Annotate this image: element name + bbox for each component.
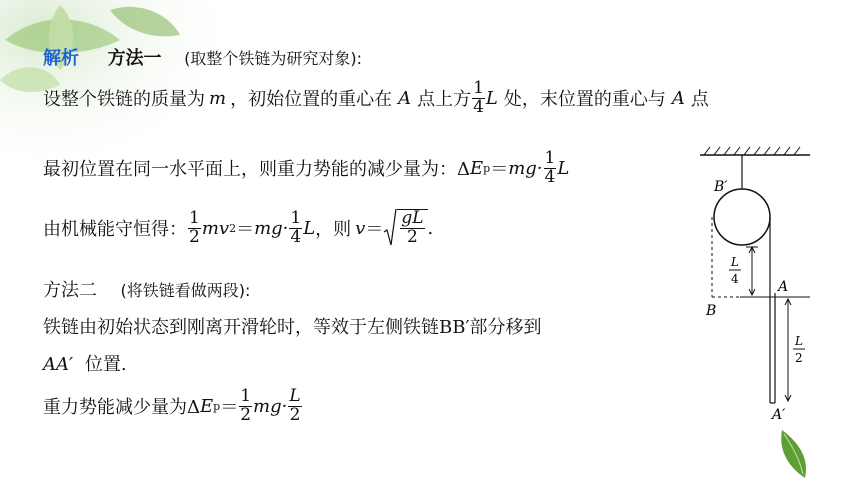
method2-note: (将铁链看做两段): [120,281,251,300]
subscript-p: p [483,161,491,175]
frac-num: L [289,386,301,406]
text-segment: 位置. [84,354,127,375]
frac-den: 4 [290,226,302,247]
var-A: A [671,87,685,109]
label-L4-num: L [731,255,739,269]
method1-line2 [43,150,569,187]
equals-sign: ＝ [236,219,255,240]
frac-den: 2 [289,404,301,425]
var-L: L [557,157,570,179]
frac-den: 2 [407,227,418,247]
radicand [397,209,427,247]
var-AA: AA′ [43,354,74,375]
text-segment: 点 [690,89,709,111]
frac-num: gL [401,208,424,229]
var-L: L [303,217,316,239]
frac-den: 4 [544,166,556,187]
method1-line1 [43,80,709,117]
label-B: B [706,303,717,319]
method2-line3 [43,388,303,425]
section-label: 解析 [43,48,79,69]
method2-line2 [43,350,127,376]
dimension-L-half [785,299,791,401]
fraction-L-over-2 [288,388,301,425]
fraction-one-quarter [289,207,302,247]
fraction-one-quarter [544,150,557,187]
var-mg: mg· [508,157,543,179]
var-mg: mg· [254,217,289,239]
pulley-diagram [700,145,830,445]
fraction-one-half [188,207,201,247]
var-mg: mg· [253,395,288,417]
text-segment: 重力势能减少量为Δ [43,397,200,419]
equals-sign: ＝ [220,397,239,419]
equals-sign: ＝ [490,159,509,181]
fraction-one-half [239,388,252,425]
var-m: m [209,87,227,109]
frac-num: 1 [189,207,200,228]
frac-num: 1 [473,78,484,98]
var-L: L [485,87,498,109]
square-root [383,208,427,248]
method1-title: 方法一 [107,48,162,69]
subscript-p: p [213,399,221,413]
text-segment: 由机械能守恒得： [43,219,187,240]
pulley-icon [714,189,770,245]
method1-heading [43,44,362,70]
frac-den: 2 [240,404,252,425]
text-segment: ，则 [315,219,352,240]
method2-line1: 铁链由初始状态到刚离开滑轮时，等效于左侧铁链BB′部分移到 [43,317,542,338]
var-E: E [470,157,484,179]
frac-num: 1 [240,386,252,406]
superscript-2: 2 [229,221,237,235]
method2-heading [43,276,250,302]
fraction-one-quarter [472,80,485,117]
text-segment: 处，末位置的重心与 [503,89,666,111]
frac-num: 1 [544,148,556,168]
text-segment: ，初始位置的重心在 [230,89,393,111]
var-mv: mv [201,217,230,239]
text-segment: 设整个铁链的质量为 [43,89,205,111]
var-v: v [355,217,366,239]
label-L2-den: 2 [795,351,803,365]
radical-sign-icon [383,208,397,248]
label-B-prime: B′ [714,179,728,195]
var-E: E [200,395,214,417]
var-A: A [398,87,412,109]
dimension-L-quarter [746,247,758,295]
label-A-prime: A′ [772,407,786,423]
method1-line3 [43,208,433,248]
period: . [427,217,434,239]
equals-sign: ＝ [365,219,384,240]
frac-num: 1 [290,207,302,228]
label-L2-num: L [795,334,803,348]
frac-den: 4 [473,96,484,117]
text-segment: 最初位置在同一水平面上，则重力势能的减少量为：Δ [43,159,470,181]
fraction-gL-over-2 [400,210,424,247]
text-segment: 点上方 [417,89,472,111]
method2-title: 方法二 [43,280,97,301]
label-A: A [778,279,789,295]
frac-den: 2 [189,226,200,247]
method1-note: (取整个铁链为研究对象): [184,49,363,68]
label-L4-den: 4 [731,272,739,286]
